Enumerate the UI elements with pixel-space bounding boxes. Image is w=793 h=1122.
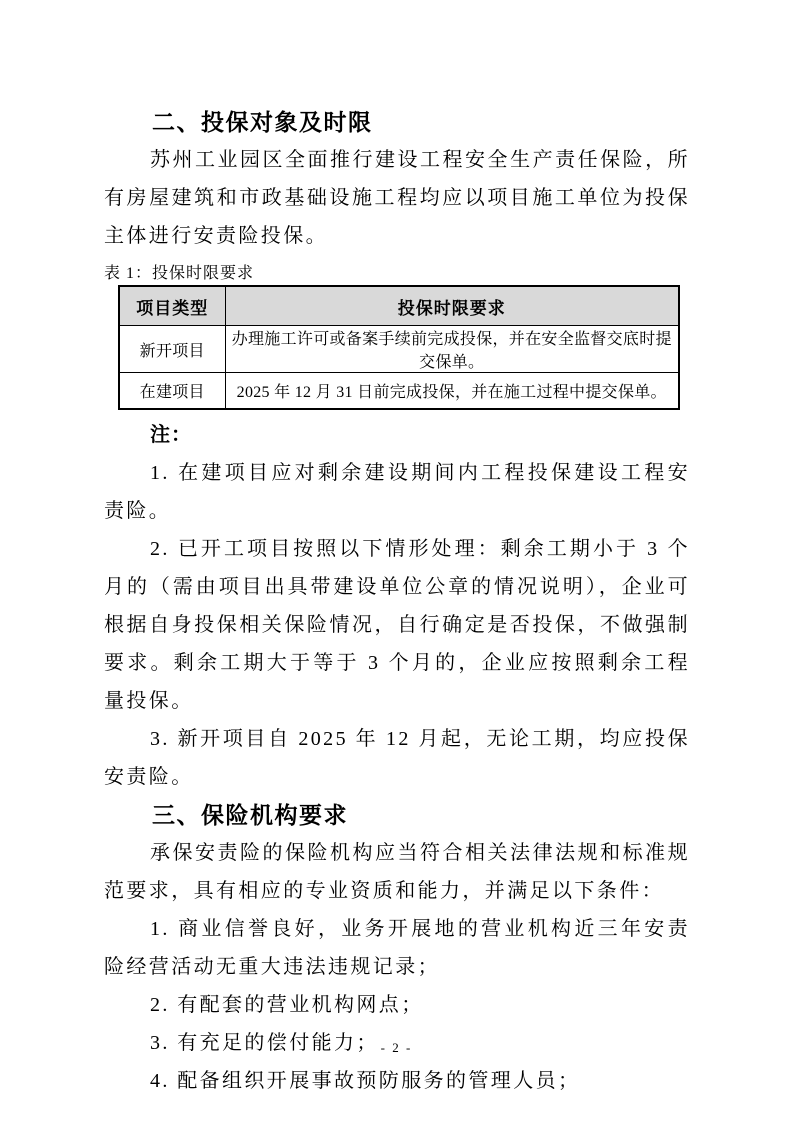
table-header-deadline-requirement: 投保时限要求	[225, 286, 679, 326]
cell-requirement: 2025 年 12 月 31 日前完成投保，并在施工过程中提交保单。	[225, 373, 679, 410]
table-caption: 表 1：投保时限要求	[104, 265, 255, 282]
requirement-item: 4. 配备组织开展事故预防服务的管理人员；	[150, 1070, 581, 1092]
notes-label: 注：	[150, 424, 192, 446]
page-number: - 2 -	[380, 1040, 413, 1055]
cell-requirement: 办理施工许可或备案手续前完成投保，并在安全监督交底时提交保单。	[225, 326, 679, 373]
requirement-item: 3. 有充足的偿付能力；	[150, 1032, 379, 1054]
section-3-intro-paragraph: 承保安责险的保险机构应当符合相关法律法规和标准规范要求，具有相应的专业资质和能力，并满足以下条件：	[104, 842, 690, 902]
document-content	[104, 103, 690, 1100]
section-3-heading: 三、保险机构要求	[152, 802, 348, 828]
section-2-intro-paragraph: 苏州工业园区全面推行建设工程安全生产责任保险，所有房屋建筑和市政基础设施工程均应以项目施工单位为投保主体进行安责险投保。	[104, 149, 690, 247]
cell-project-type: 新开项目	[119, 326, 225, 373]
table-row	[119, 373, 679, 410]
section-2-heading: 二、投保对象及时限	[152, 109, 373, 135]
table-header-row	[119, 286, 679, 326]
cell-project-type: 在建项目	[119, 373, 225, 410]
requirement-item: 1. 商业信誉良好，业务开展地的营业机构近三年安责险经营活动无重大违法违规记录；	[104, 918, 690, 978]
note-item: 2. 已开工项目按照以下情形处理：剩余工期小于 3 个月的（需由项目出具带建设单位公章的情况说明），企业可根据自身投保相关保险情况，自行确定是否投保，不做强制要求。剩余工期大于等于 3 个月的，企业应按照剩余工程量投保。	[104, 538, 690, 712]
table-row	[119, 326, 679, 373]
note-item: 3. 新开项目自 2025 年 12 月起，无论工期，均应投保安责险。	[104, 728, 690, 788]
note-item: 1. 在建项目应对剩余建设期间内工程投保建设工程安责险。	[104, 462, 690, 522]
requirement-item: 2. 有配套的营业机构网点；	[150, 994, 424, 1016]
insurance-deadline-table	[118, 285, 680, 410]
table-header-project-type: 项目类型	[119, 286, 225, 326]
